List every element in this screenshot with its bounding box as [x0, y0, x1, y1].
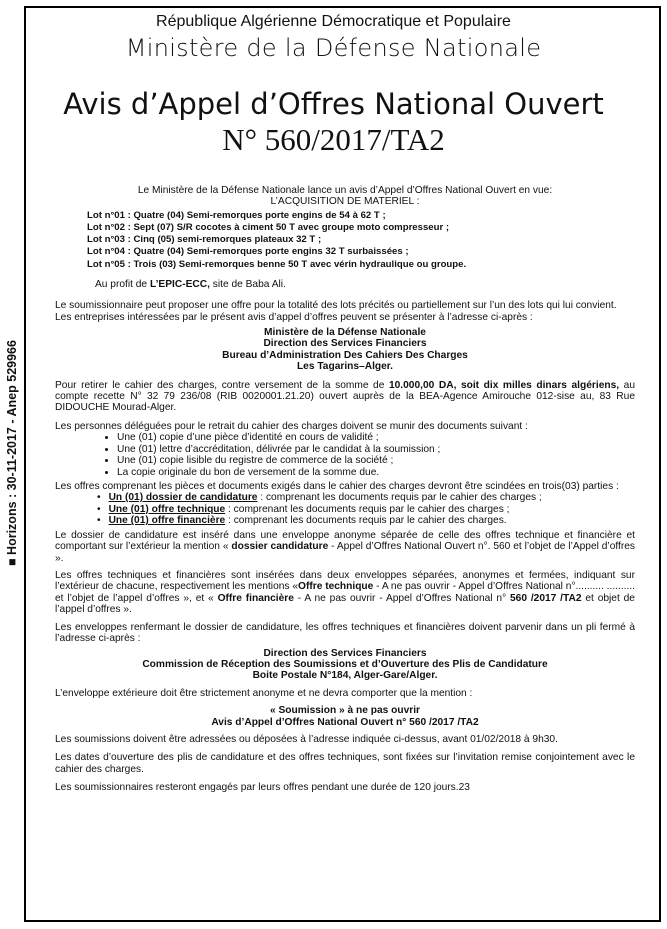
partie-item — [97, 492, 635, 504]
paragraph-techniques — [55, 570, 635, 616]
address-line: Direction des Services Financiers — [263, 647, 427, 659]
ministry-header: Ministère de la Défense Nationale — [125, 34, 542, 62]
partie-label: Une (01) offre technique — [108, 503, 226, 515]
notice-title: Avis d’Appel d’Offres National Ouvert — [63, 87, 604, 121]
retrait-account: au compte recette N° 32 79 236/08 (RIB 0020001.21.20) ouvert auprès de la BEA-Agence Amirouche 012-sise au, 83 Rue DIDOUCHE Mourad-Alger. — [55, 379, 635, 414]
paragraph-dates: Les dates d’ouverture des plis de candidature et des offres techniques, sont fixées sur l’invitation remise conjointement avec le cahier des charges. — [55, 752, 635, 775]
paragraph-engages: Les soumissionnaires resteront engagés par leurs offres pendant une durée de 120 jours.23 — [55, 782, 470, 794]
paragraph-soumissions: Les soumissions doivent être adressées ou déposées à l’adresse indiquée ci-dessus, avant 01/02/2018 à 9h30. — [55, 733, 558, 745]
publication-info: ■ Horizons : 30-11-2017 - Anep 529966 — [5, 339, 19, 566]
beneficiary-site: site de Baba Ali. — [209, 278, 286, 290]
notice-body — [55, 185, 635, 798]
paragraph-entreprises: Les entreprises intéressées par le présent avis d’appel d’offres peuvent se présenter à l’adresse ci-après : — [55, 311, 533, 323]
document-item: • La copie originale du bon de versement de la somme due. — [117, 467, 635, 479]
beneficiary-name: L’EPIC-ECC, — [149, 278, 210, 290]
dossier-mention: dossier candidature — [231, 541, 329, 553]
address-line: Les Tagarins–Alger. — [296, 361, 394, 373]
partie-text: : comprenant les documents requis par le cahier des charges. — [225, 515, 507, 527]
acquisition-line: L’ACQUISITION DE MATERIEL : — [270, 196, 420, 208]
republic-header: République Algérienne Démocratique et Populaire — [156, 13, 511, 30]
paragraph-dossier — [55, 530, 635, 564]
paragraph-deleguees: Les personnes déléguées pour le retrait du cahier des charges doivent se munir des documents suivant : — [55, 420, 528, 432]
offer-number: 560 /2017 /TA2 — [510, 592, 582, 604]
mention-line: « Soumission » à ne pas ouvrir — [269, 705, 421, 717]
intro-line: Le Ministère de la Défense Nationale lance un avis d’Appel d’Offres National Ouvert en vue: — [137, 185, 553, 196]
lot-item: Lot n°04 : Quatre (04) Semi-remorques porte engins 32 T surbaissées ; — [87, 246, 409, 258]
techniques-text: Les offres techniques et financières sont insérées dans deux enveloppes séparées, anonymes et fermées, indiquant sur l’extérieur de chacune, respectivement les mentions « — [55, 570, 635, 593]
document-item: • Une (01) lettre d’accréditation, délivrée par le candidat à la soumission ; — [117, 444, 635, 456]
address-line: Bureau d’Administration Des Cahiers Des Charges — [222, 349, 468, 361]
partie-label: Une (01) offre financière — [108, 515, 226, 527]
address-line: Commission de Réception des Soumissions et d’Ouverture des Plis de Candidature — [142, 658, 548, 670]
partie-text: : comprenant les documents requis par le cahier des charges ; — [225, 503, 510, 515]
side-publication-label — [2, 300, 22, 605]
lot-item: Lot n°05 : Trois (03) Semi-remorques benne 50 T avec vérin hydraulique ou groupe. — [87, 258, 467, 270]
partie-item — [97, 515, 635, 527]
mention-line: Avis d’Appel d’Offres National Ouvert n° 560 /2017 /TA2 — [211, 716, 479, 728]
techniques-text-3: - A ne pas ouvrir - Appel d’Offres National n° — [293, 592, 510, 604]
paragraph-exterieure: L’enveloppe extérieure doit être strictement anonyme et ne devra comporter que la mention : — [55, 687, 473, 699]
dossier-text: Le dossier de candidature est inséré dans une enveloppe anonyme séparée de celle des offres technique et financière et comportant sur l’extérieur la mention « — [55, 529, 635, 553]
techniques-text-4: et objet de l’appel d’offres ». — [55, 592, 635, 616]
partie-label: Un (01) dossier de candidature — [108, 492, 258, 504]
address-line: Direction des Services Financiers — [263, 338, 427, 350]
lot-item: Lot n°02 : Sept (07) S/R cocotes à ciment 50 T avec groupe moto compresseur ; — [87, 222, 450, 234]
techniques-text-2: - A ne pas ouvrir - Appel d’Offres National n°.......... .......... et l’objet de l’appel d’offres », et « — [55, 581, 635, 604]
documents-list — [55, 432, 635, 478]
paragraph-enveloppes: Les enveloppes renfermant le dossier de candidature, les offres techniques et financières doivent parvenir dans un pli fermé à l’adresse ci-après : — [55, 621, 635, 645]
paragraph-retrait — [55, 380, 635, 414]
partie-text: : comprenant les documents requis par le cahier des charges ; — [257, 492, 542, 504]
beneficiary-line — [95, 279, 635, 290]
beneficiary-prefix: Au profit de — [95, 278, 150, 290]
paragraph-soumissionnaire: Le soumissionnaire peut proposer une offre pour la totalité des lots précités ou partiellement sur l’un des lots qui lui convient. — [55, 300, 617, 312]
parties-list — [55, 492, 635, 527]
offre-technique-mention: Offre technique — [298, 581, 374, 593]
notice-number: N° 560/2017/TA2 — [222, 122, 445, 157]
document-item: • Une (01) copie lisible du registre de commerce de la société ; — [117, 455, 635, 467]
retrait-amount: 10.000,00 DA, soit dix milles dinars algériens, — [388, 379, 620, 391]
address-line: Ministère de la Défense Nationale — [264, 327, 426, 339]
address-line: Boite Postale N°184, Alger-Gare/Alger. — [252, 670, 438, 682]
retrait-text: Pour retirer le cahier des charges, contre versement de la somme de — [55, 379, 389, 391]
lot-item: Lot n°01 : Quatre (04) Semi-remorques porte engins de 54 à 62 T ; — [87, 209, 386, 221]
address-block-2 — [55, 648, 635, 682]
lots-list — [87, 210, 635, 271]
address-block-1 — [55, 327, 635, 373]
lot-item: Lot n°03 : Cinq (05) semi-remorques plateaux 32 T ; — [87, 234, 322, 246]
dossier-text-end: - Appel d’Offres National Ouvert n°. 560 et l’objet de l’Appel d’offres ». — [55, 541, 635, 564]
document-item: • Une (01) copie d’une pièce d’identité en cours de validité ; — [117, 432, 635, 444]
mention-block — [55, 705, 635, 728]
paragraph-offres: Les offres comprenant les pièces et documents exigés dans le cahier des charges devront être scindées en trois(03) parties : — [55, 480, 619, 492]
offre-financiere-mention: Offre financière — [217, 592, 294, 604]
partie-item — [97, 504, 635, 516]
